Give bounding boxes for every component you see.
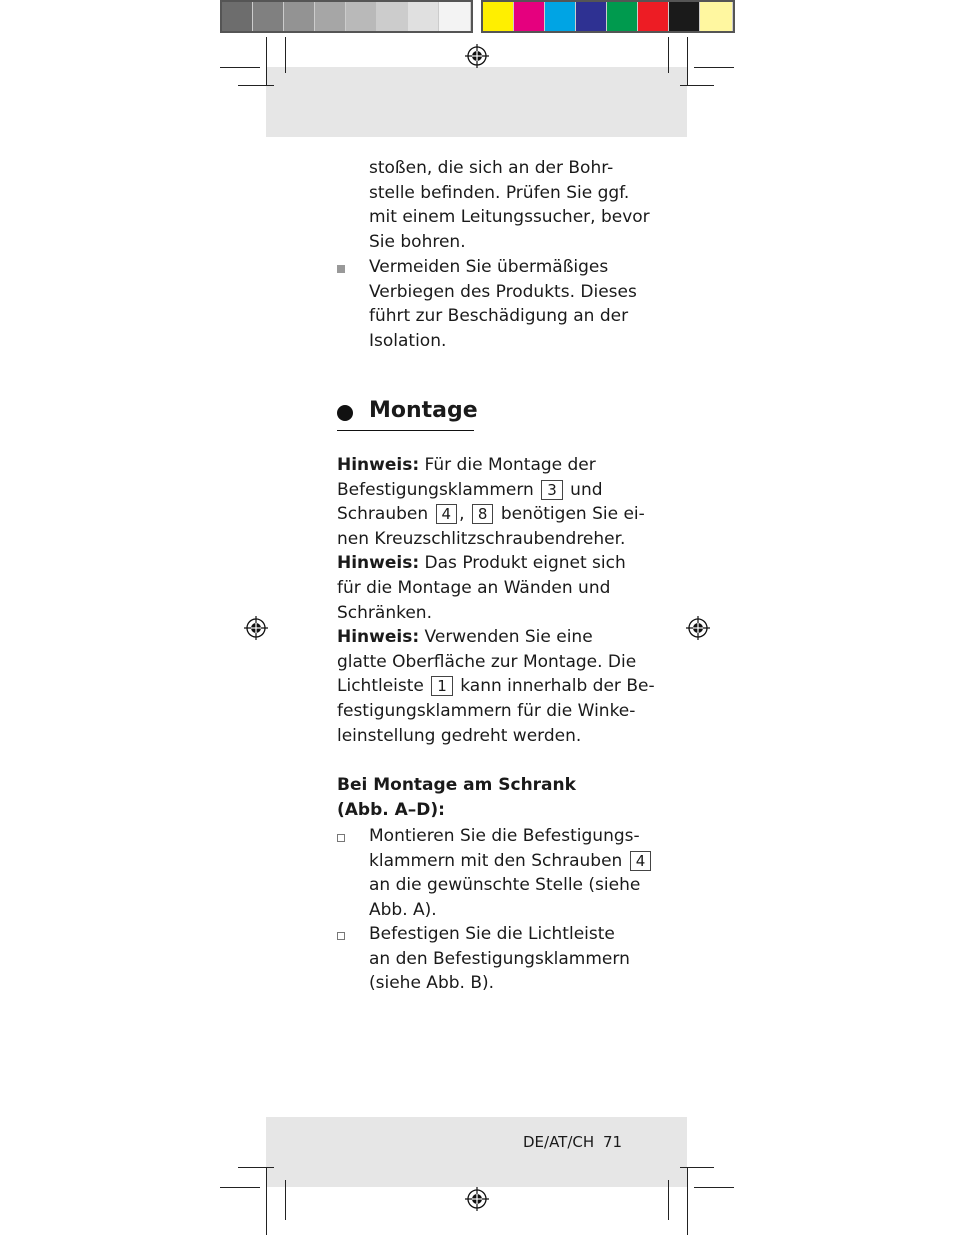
crop-mark — [238, 1167, 274, 1168]
header-band — [266, 67, 687, 137]
crop-mark — [285, 37, 286, 73]
note3-line — [337, 625, 627, 650]
color-swatch — [669, 2, 700, 31]
gray-swatch-bar — [220, 0, 473, 33]
color-swatch — [638, 2, 669, 31]
crop-mark — [266, 1167, 267, 1235]
footer-locale: DE/AT/CH — [523, 1133, 595, 1151]
text-span: Schrauben — [337, 504, 434, 525]
crop-mark — [220, 1187, 260, 1188]
crop-mark — [266, 37, 267, 85]
gray-swatch — [346, 2, 377, 31]
crop-mark — [285, 1180, 286, 1220]
color-swatch-bar — [481, 0, 735, 33]
part-reference: 3 — [541, 480, 563, 500]
text-span: Das Produkt eignet sich — [419, 553, 626, 574]
note-label: Hinweis: — [337, 627, 420, 648]
crop-mark — [668, 37, 669, 73]
crop-mark — [687, 37, 688, 85]
text-span: benötigen Sie ei- — [495, 504, 645, 525]
note-label: Hinweis: — [337, 553, 420, 574]
note3-line — [337, 674, 655, 699]
note2-line — [337, 551, 627, 576]
registration-mark-icon — [686, 616, 710, 640]
note2-line: für die Montage an Wänden und — [337, 577, 611, 598]
note3-line: glatte Oberfläche zur Montage. Die — [337, 651, 637, 672]
text-line: stoßen, die sich an der Bohr- — [369, 158, 614, 178]
registration-mark-icon — [244, 616, 268, 640]
step-line: (siehe Abb. B). — [369, 973, 495, 994]
text-span: , — [459, 504, 470, 525]
registration-mark-icon — [465, 1187, 489, 1211]
step-line: Montieren Sie die Befestigungs- — [369, 826, 640, 846]
note2-line: Schränken. — [337, 602, 432, 623]
text-line: führt zur Beschädigung an der — [369, 306, 629, 327]
note1-line — [337, 502, 645, 527]
cabinet-heading — [337, 773, 627, 822]
crop-mark — [694, 1187, 734, 1188]
bullet-square-icon — [337, 265, 345, 273]
text-span: Befestigungsklammern — [337, 479, 540, 500]
step-checkbox-icon — [337, 834, 345, 842]
crop-mark — [687, 1167, 688, 1235]
color-swatch — [700, 2, 733, 31]
gray-swatch — [408, 2, 439, 31]
text-span: und — [564, 479, 603, 500]
step2 — [369, 922, 659, 996]
color-swatch — [576, 2, 607, 31]
crop-mark — [220, 67, 260, 68]
gray-swatch — [377, 2, 408, 31]
text-line: Verbiegen des Produkts. Dieses — [369, 281, 637, 302]
crop-mark — [238, 85, 274, 86]
step-line: an die gewünschte Stelle (siehe — [369, 875, 641, 896]
step-line — [369, 849, 659, 874]
note1-line — [337, 478, 627, 503]
crop-mark — [694, 67, 734, 68]
step1 — [369, 824, 659, 922]
gray-swatch — [439, 2, 471, 31]
part-reference: 1 — [431, 676, 453, 696]
text-span: Lichtleiste — [337, 676, 430, 697]
gray-swatch — [222, 2, 253, 31]
crop-mark — [680, 85, 714, 86]
crop-mark — [680, 1167, 714, 1168]
color-swatch — [607, 2, 638, 31]
crop-mark — [668, 1180, 669, 1220]
heading-bullet-icon — [337, 405, 353, 421]
step-line: Befestigen Sie die Lichtleiste — [369, 924, 615, 944]
page-number: 71 — [603, 1133, 623, 1151]
registration-mark-icon — [465, 44, 489, 68]
continuation-paragraph — [369, 156, 659, 254]
note1-line: nen Kreuzschlitzschraubendreher. — [337, 528, 626, 549]
color-swatch — [514, 2, 545, 31]
text-line: mit einem Leitungssucher, bevor — [369, 207, 650, 228]
subheading-line — [337, 773, 627, 798]
text-span: Verwenden Sie eine — [419, 627, 593, 648]
note3-line: leinstellung gedreht werden. — [337, 725, 582, 746]
text-line: Sie bohren. — [369, 231, 466, 252]
text-span: kann innerhalb der Be- — [454, 676, 655, 697]
part-reference: 8 — [472, 504, 494, 524]
note1-line — [337, 453, 627, 478]
warning-bullet — [369, 255, 659, 353]
text-span: Für die Montage der — [419, 455, 596, 475]
step-checkbox-icon — [337, 932, 345, 940]
part-reference: 4 — [436, 504, 458, 524]
color-swatch — [545, 2, 576, 31]
gray-swatch — [284, 2, 315, 31]
notes-block — [337, 453, 655, 748]
step-line: an den Befestigungsklammern — [369, 948, 630, 969]
part-reference: 4 — [630, 851, 652, 871]
text-line: stelle befinden. Prüfen Sie ggf. — [369, 182, 630, 203]
heading-underline — [337, 430, 474, 431]
section-heading: Montage — [369, 398, 478, 423]
text-span: klammern mit den Schrauben — [369, 850, 628, 871]
subheading-text: (Abb. A–D): — [337, 799, 445, 820]
subheading-line — [337, 798, 627, 823]
text-line: Isolation. — [369, 330, 447, 351]
gray-swatch — [315, 2, 346, 31]
note3-line: festigungsklammern für die Winke- — [337, 700, 636, 721]
subheading-text: Bei Montage am Schrank — [337, 775, 576, 795]
footer-band — [266, 1117, 687, 1187]
gray-swatch — [253, 2, 284, 31]
note-label: Hinweis: — [337, 455, 420, 475]
step-line: Abb. A). — [369, 899, 437, 920]
text-line: Vermeiden Sie übermäßiges — [369, 257, 609, 277]
color-swatch — [483, 2, 514, 31]
